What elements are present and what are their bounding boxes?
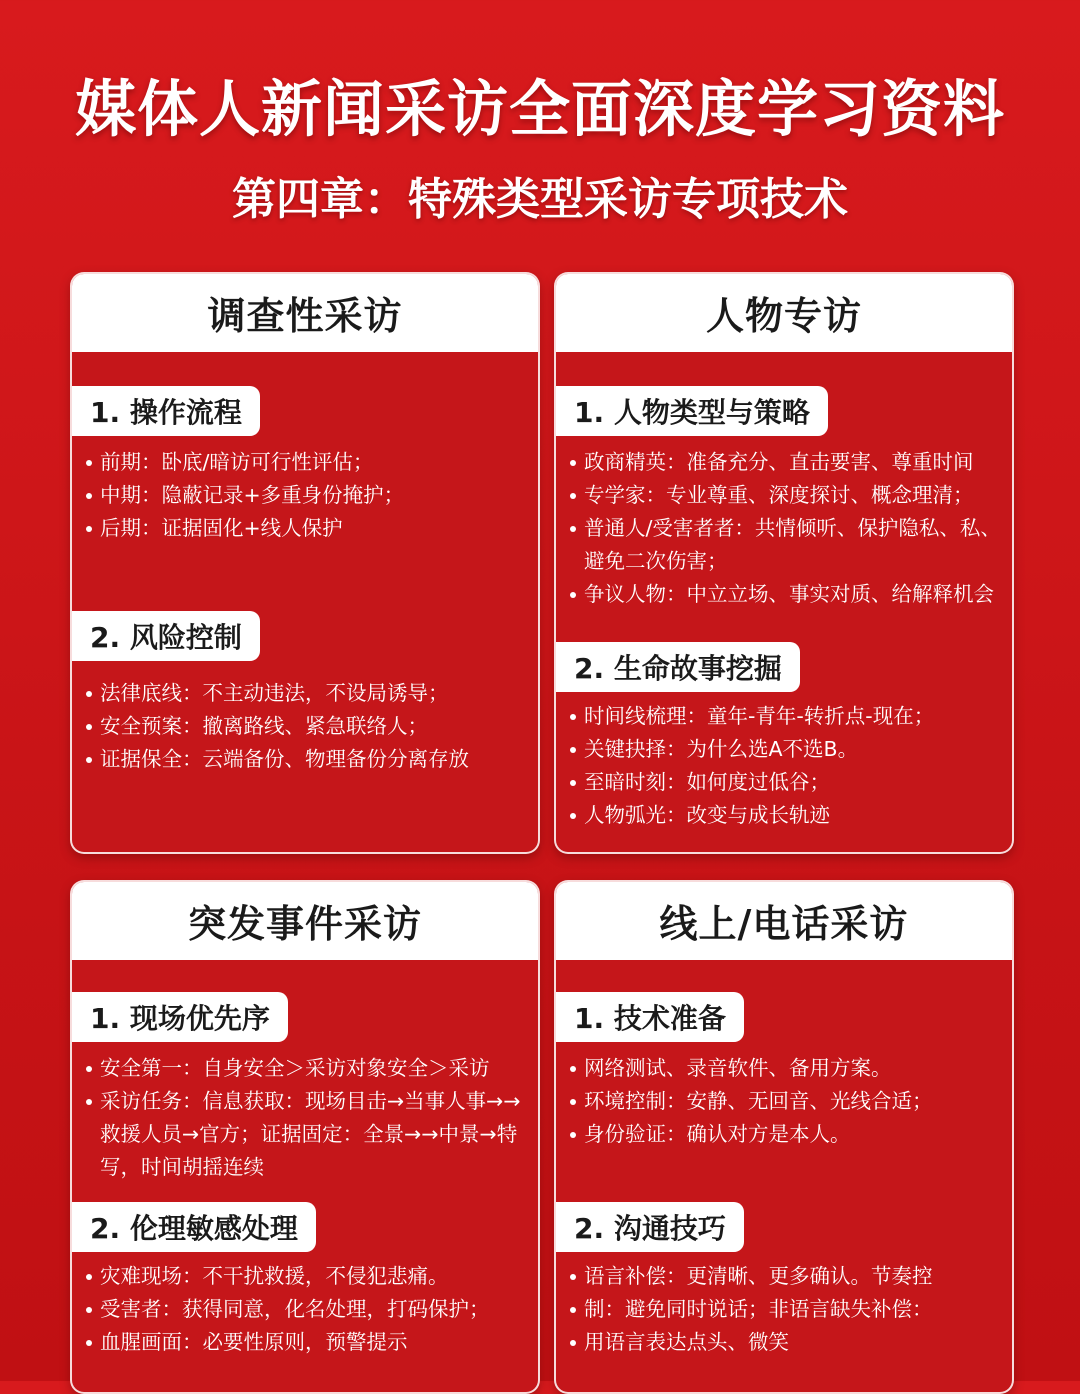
section-heading-tab xyxy=(72,992,288,1042)
bullet-list xyxy=(568,446,1004,611)
section-heading: 2. 生命故事挖掘 xyxy=(574,652,782,685)
list-item: 安全第一：自身安全＞采访对象安全＞采访 xyxy=(84,1052,530,1085)
panel-header xyxy=(556,274,1012,352)
section-heading: 2. 伦理敏感处理 xyxy=(90,1212,298,1245)
section-heading-tab xyxy=(72,611,260,661)
list-item: 语言补偿：更清晰、更多确认。节奏控 xyxy=(568,1260,1004,1293)
panel-title: 突发事件采访 xyxy=(187,901,422,946)
list-item: 关键抉择：为什么选A不选B。 xyxy=(568,733,1004,766)
list-item: 身份验证：确认对方是本人。 xyxy=(568,1118,1004,1151)
list-item: 争议人物：中立立场、事实对质、给解释机会 xyxy=(568,578,1004,611)
panel-title: 线上/电话采访 xyxy=(659,901,909,946)
list-item: 灾难现场：不干扰救援，不侵犯悲痛。 xyxy=(84,1260,530,1293)
page-title: 媒体人新闻采访全面深度学习资料 xyxy=(74,74,1005,145)
chapter-subtitle: 第四章：特殊类型采访专项技术 xyxy=(232,174,848,225)
list-item: 中期：隐蔽记录+多重身份掩护； xyxy=(84,479,530,512)
panel-title: 调查性采访 xyxy=(207,293,403,338)
bullet-list xyxy=(568,700,1004,832)
list-item: 用语言表达点头、微笑 xyxy=(568,1326,1004,1359)
list-item: 安全预案：撤离路线、紧急联络人； xyxy=(84,710,530,743)
list-item: 证据保全：云端备份、物理备份分离存放 xyxy=(84,743,530,776)
bullet-list xyxy=(568,1260,1004,1359)
panel-header xyxy=(72,274,538,352)
list-item: 受害者：获得同意，化名处理，打码保护； xyxy=(84,1293,530,1326)
list-item: 网络测试、录音软件、备用方案。 xyxy=(568,1052,1004,1085)
list-item: 普通人/受害者者：共情倾听、保护隐私、私、避免二次伤害； xyxy=(568,512,1004,578)
list-item: 至暗时刻：如何度过低谷； xyxy=(568,766,1004,799)
section-heading-tab xyxy=(556,642,800,692)
panel-online-phone-interview xyxy=(554,880,1014,1394)
section-heading-tab xyxy=(556,1202,744,1252)
list-item: 人物弧光：改变与成长轨迹 xyxy=(568,799,1004,832)
section-heading: 1. 操作流程 xyxy=(90,396,242,429)
panel-title: 人物专访 xyxy=(705,293,862,338)
panel-header xyxy=(72,882,538,960)
list-item: 政商精英：准备充分、直击要害、尊重时间 xyxy=(568,446,1004,479)
section-heading-tab xyxy=(72,386,260,436)
bullet-list xyxy=(84,1052,530,1184)
panel-profile-interview xyxy=(554,272,1014,854)
bullet-list xyxy=(84,1260,530,1359)
list-item: 前期：卧底/暗访可行性评估； xyxy=(84,446,530,479)
bullet-list xyxy=(84,446,530,545)
section-heading: 2. 沟通技巧 xyxy=(574,1212,726,1245)
list-item: 后期：证据固化+线人保护 xyxy=(84,512,530,545)
section-heading: 2. 风险控制 xyxy=(90,621,242,654)
list-item: 制：避免同时说话；非语言缺失补偿： xyxy=(568,1293,1004,1326)
section-heading: 1. 技术准备 xyxy=(574,1002,726,1035)
panel-header xyxy=(556,882,1012,960)
list-item: 血腥画面：必要性原则，预警提示 xyxy=(84,1326,530,1359)
bullet-list xyxy=(568,1052,1004,1151)
section-heading-tab xyxy=(556,992,744,1042)
list-item: 时间线梳理：童年-青年-转折点-现在； xyxy=(568,700,1004,733)
list-item: 专学家：专业尊重、深度探讨、概念理清； xyxy=(568,479,1004,512)
bullet-list xyxy=(84,677,530,776)
panel-investigative-interview xyxy=(70,272,540,854)
section-heading: 1. 人物类型与策略 xyxy=(574,396,810,429)
section-heading-tab xyxy=(556,386,828,436)
panel-breaking-news-interview xyxy=(70,880,540,1394)
list-item: 环境控制：安静、无回音、光线合适； xyxy=(568,1085,1004,1118)
list-item: 采访任务：信息获取：现场目击→当事人事→→救援人员→官方；证据固定：全景→→中景→特写，时间胡揺连续 xyxy=(84,1085,530,1184)
section-heading-tab xyxy=(72,1202,316,1252)
list-item: 法律底线：不主动违法，不设局诱导； xyxy=(84,677,530,710)
section-heading: 1. 现场优先序 xyxy=(90,1002,270,1035)
